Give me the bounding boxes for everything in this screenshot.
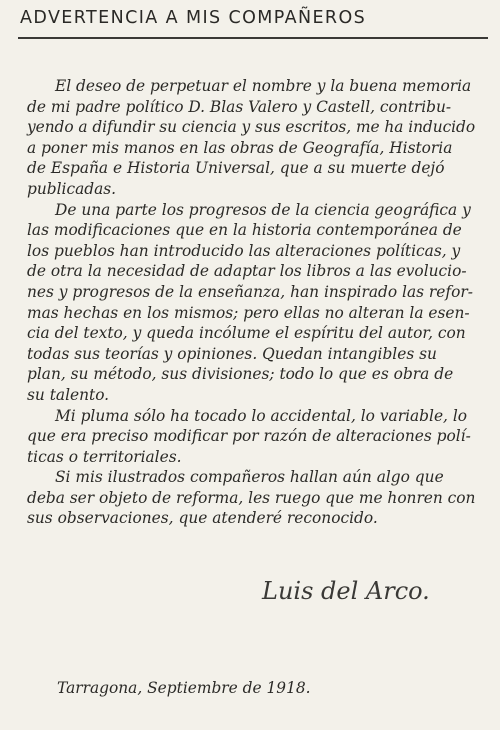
text-line: nes y progresos de la enseñanza, han inspirado las refor- [27, 282, 473, 301]
place-date-line: Tarragona, Septiembre de 1918. [57, 679, 311, 697]
text-line: las modificaciones que en la historia contemporánea de [27, 221, 462, 240]
text-line: publicadas. [27, 179, 117, 198]
text-line: de España e Historia Universal, que a su muerte dejó [27, 159, 445, 178]
handwritten-signature [262, 577, 452, 617]
signature-text: Luis del Arco. [262, 577, 430, 605]
paragraph-2 [27, 200, 475, 406]
text-line: todas sus teorías y opiniones. Quedan intangibles su [27, 344, 437, 363]
text-line: Mi pluma sólo ha tocado lo accidental, lo variable, lo [55, 406, 468, 425]
text-line: ticas o territoriales. [27, 447, 182, 466]
text-line: a poner mis manos en las obras de Geografía, Historia [27, 138, 453, 157]
text-line: El deseo de perpetuar el nombre y la buena memoria [55, 77, 472, 95]
text-line: los pueblos han introducido las alteraciones políticas, y [27, 241, 461, 260]
text-line: de otra la necesidad de adaptar los libros a las evolucio- [27, 262, 467, 281]
body-text [27, 76, 475, 529]
text-line: cia del texto, y queda incólume el espíritu del autor, con [27, 324, 466, 343]
text-line: que era preciso modificar por razón de alteraciones polí- [27, 427, 471, 446]
paragraph-4 [27, 467, 475, 529]
text-line: de mi padre político D. Blas Valero y Castell, contribu- [27, 97, 452, 116]
text-line: mas hechas en los mismos; pero ellas no alteran la esen- [27, 303, 470, 322]
paragraph-1 [27, 76, 475, 200]
text-line: plan, su método, sus divisiones; todo lo que es obra de [27, 365, 454, 384]
text-line: De una parte los progresos de la ciencia geográfica y [55, 200, 471, 219]
text-line: su talento. [27, 385, 110, 404]
text-line: yendo a difundir su ciencia y sus escritos, me ha inducido [27, 118, 476, 137]
page-title: ADVERTENCIA A MIS COMPAÑEROS [20, 8, 367, 28]
text-line: deba ser objeto de reforma, les ruego que me honren con [27, 488, 476, 507]
text-line: Si mis ilustrados compañeros hallan aún algo que [55, 468, 444, 487]
paragraph-3 [27, 406, 475, 468]
title-rule [18, 37, 488, 39]
text-line: sus observaciones, que atenderé reconocido. [27, 509, 378, 528]
